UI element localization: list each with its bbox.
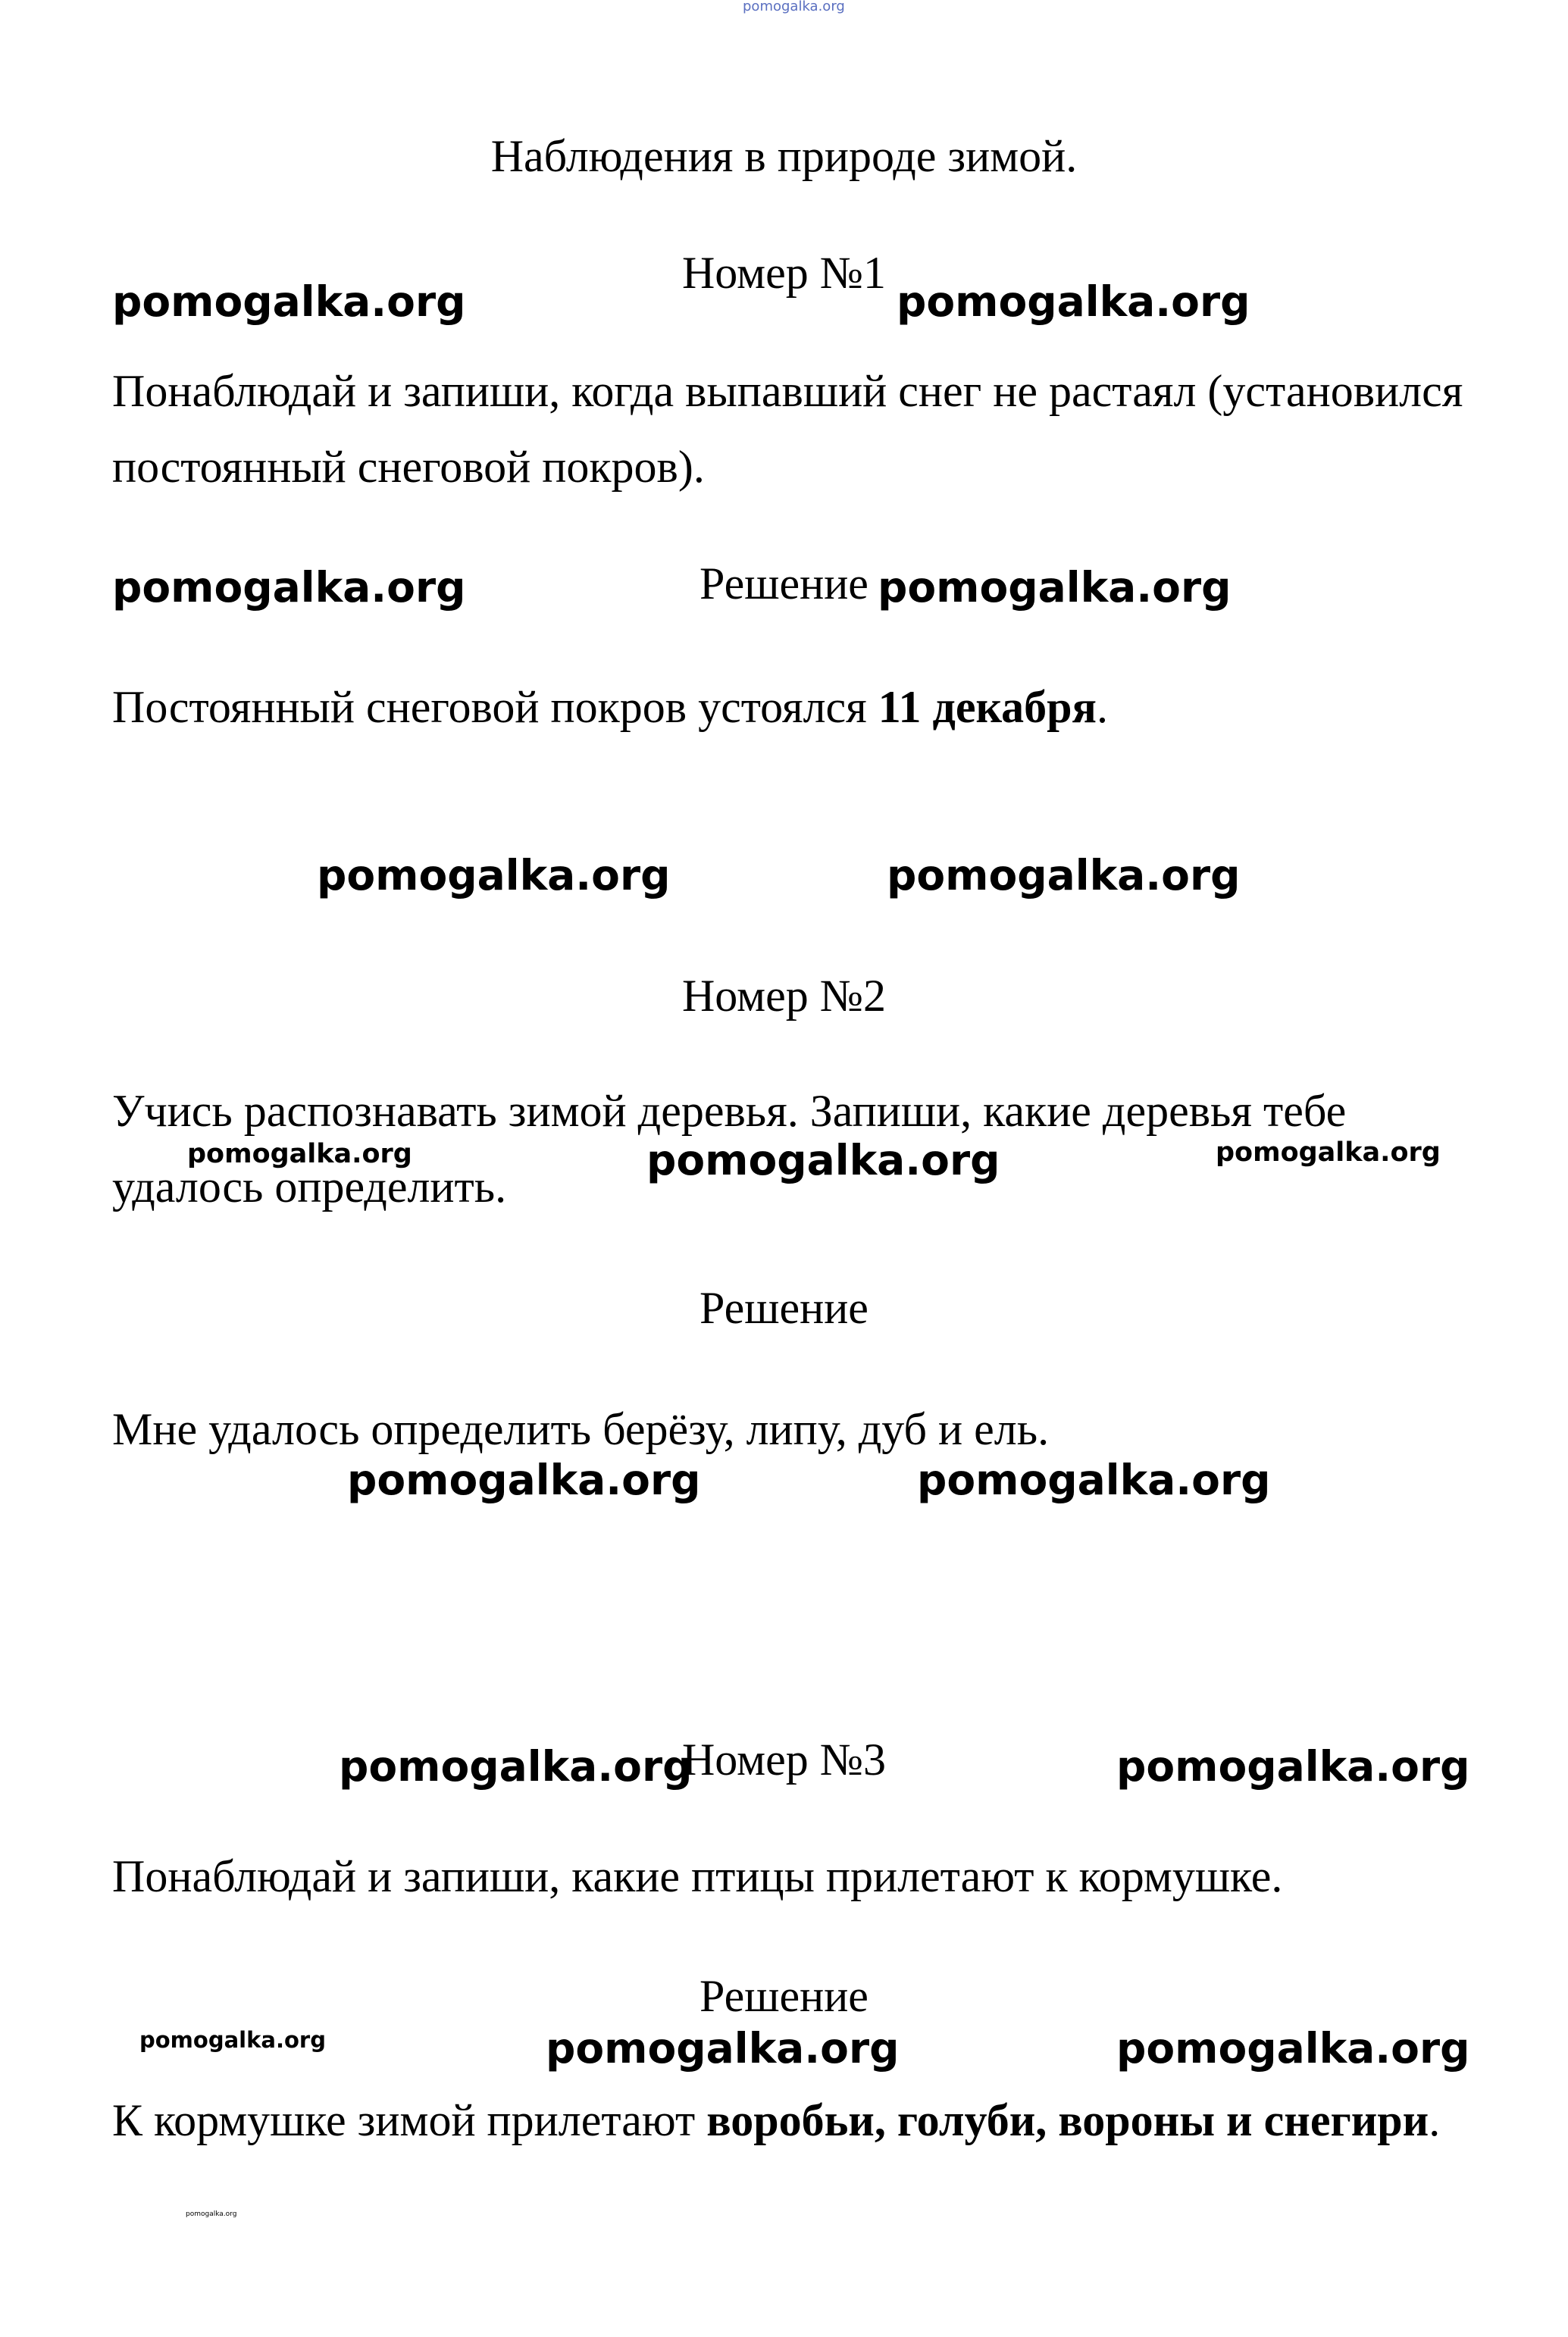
watermark: pomogalka.org [339, 1742, 693, 1791]
task-1-answer-date: 11 декабря [878, 682, 1097, 732]
task-3-solution-heading: Решение [699, 1971, 869, 2021]
watermark: pomogalka.org [1116, 1742, 1470, 1791]
task-2-question: Учись распознавать зимой деревья. Запиши, какие деревья тебе удалось определить. [112, 1086, 1347, 1212]
watermark: pomogalka.org [112, 563, 466, 612]
task-3-answer-birds: воробьи, голуби, вороны и снегири [706, 2095, 1429, 2145]
watermark: pomogalka.org [917, 1456, 1271, 1504]
task-1-answer: Постоянный снеговой покров устоялся 11 декабря. [112, 682, 1108, 732]
watermark: pomogalka.org [646, 1136, 1000, 1184]
task-3-question: Понаблюдай и запиши, какие птицы прилетают к кормушке. [112, 1851, 1283, 1901]
task-2-solution-heading: Решение [699, 1283, 869, 1333]
task-1-solution-heading: Решение [699, 558, 869, 608]
watermark: pomogalka.org [139, 2027, 326, 2053]
watermark: pomogalka.org [112, 277, 466, 326]
watermark: pomogalka.org [317, 851, 671, 899]
task-1-question: Понаблюдай и запиши, когда выпавший снег не растаял (установился постоянный снеговой покров). [112, 366, 1463, 492]
task-3-heading: Номер №3 [681, 1735, 887, 1785]
watermark: pomogalka.org [187, 1139, 412, 1169]
task-2-heading: Номер №2 [681, 971, 887, 1021]
task-1-heading: Номер №1 [681, 248, 887, 298]
watermark-tiny: pomogalka.org [186, 2210, 237, 2218]
watermark: pomogalka.org [878, 563, 1232, 612]
task-2-answer: Мне удалось определить берёзу, липу, дуб и ель. [112, 1404, 1050, 1454]
watermark-top: pomogalka.org [743, 0, 845, 14]
watermark: pomogalka.org [1216, 1137, 1441, 1168]
watermark: pomogalka.org [546, 2024, 900, 2073]
watermark: pomogalka.org [897, 277, 1250, 326]
page-title: Наблюдения в природе зимой. [490, 131, 1078, 181]
watermark: pomogalka.org [887, 851, 1241, 899]
watermark: pomogalka.org [347, 1456, 701, 1504]
watermark: pomogalka.org [1116, 2024, 1470, 2073]
task-3-answer: К кормушке зимой прилетают воробьи, голуби, вороны и снегири. [112, 2095, 1441, 2145]
